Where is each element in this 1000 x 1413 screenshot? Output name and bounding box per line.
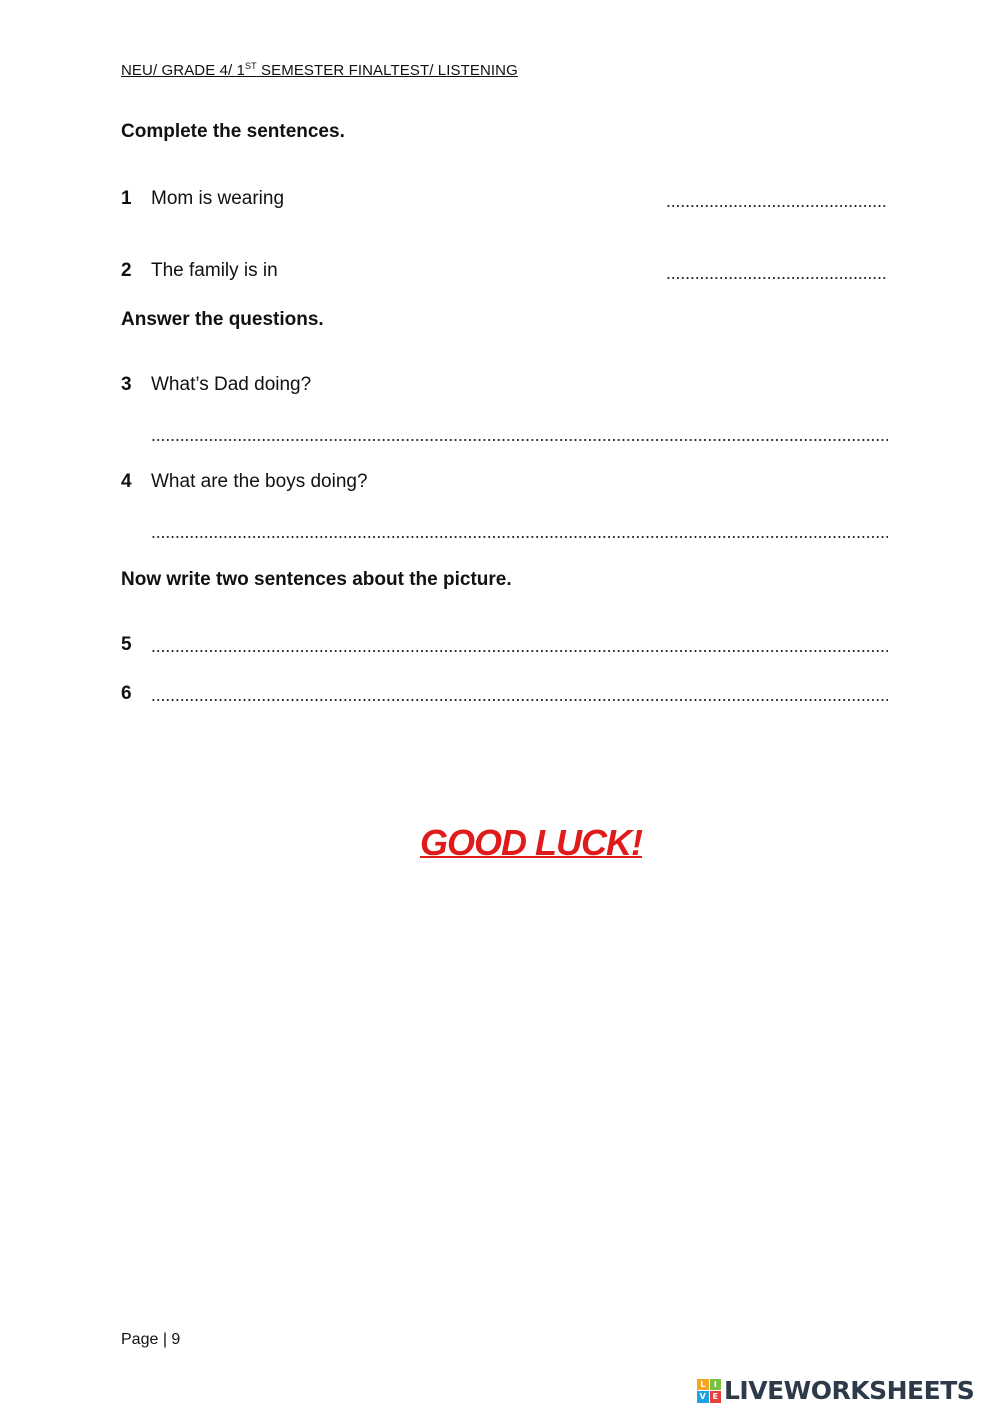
logo-mark-letter: V (697, 1391, 709, 1403)
answer-blank-3[interactable] (151, 439, 888, 441)
logo-text: LIVEWORKSHEETS (724, 1376, 975, 1405)
section-title-write: Now write two sentences about the picture. (121, 569, 512, 590)
logo-mark-letter: L (697, 1379, 709, 1391)
item-text-1: Mom is wearing (151, 188, 285, 209)
item-number-2: 2 (121, 260, 132, 281)
answer-blank-2[interactable] (666, 277, 888, 279)
document-header (121, 61, 518, 79)
answer-blank-5[interactable] (151, 650, 888, 652)
good-luck-text: GOOD LUCK! (420, 822, 642, 863)
section-title-answer: Answer the questions. (121, 309, 324, 330)
item-number-1: 1 (121, 188, 132, 209)
item-number-3: 3 (121, 374, 132, 395)
header-superscript: ST (245, 61, 257, 71)
logo-mark-letter: I (710, 1379, 722, 1391)
header-prefix: NEU/ GRADE 4/ 1 (121, 62, 246, 79)
item-number-4: 4 (121, 471, 132, 492)
answer-blank-4[interactable] (151, 536, 888, 538)
item-text-4: What are the boys doing? (151, 471, 368, 492)
item-text-2: The family is in (151, 260, 278, 281)
logo-mark-letter: E (710, 1391, 722, 1403)
section-title-complete: Complete the sentences. (121, 121, 345, 142)
item-text-3: What’s Dad doing? (151, 374, 312, 395)
answer-blank-1[interactable] (666, 205, 888, 207)
item-number-5: 5 (121, 634, 132, 655)
answer-blank-6[interactable] (151, 699, 888, 701)
page-number: Page | 9 (121, 1331, 181, 1348)
header-suffix: SEMESTER FINALTEST/ LISTENING (256, 62, 518, 79)
item-number-6: 6 (121, 683, 132, 704)
liveworksheets-logo (697, 1376, 974, 1405)
liveworksheets-logo-icon (697, 1379, 721, 1403)
